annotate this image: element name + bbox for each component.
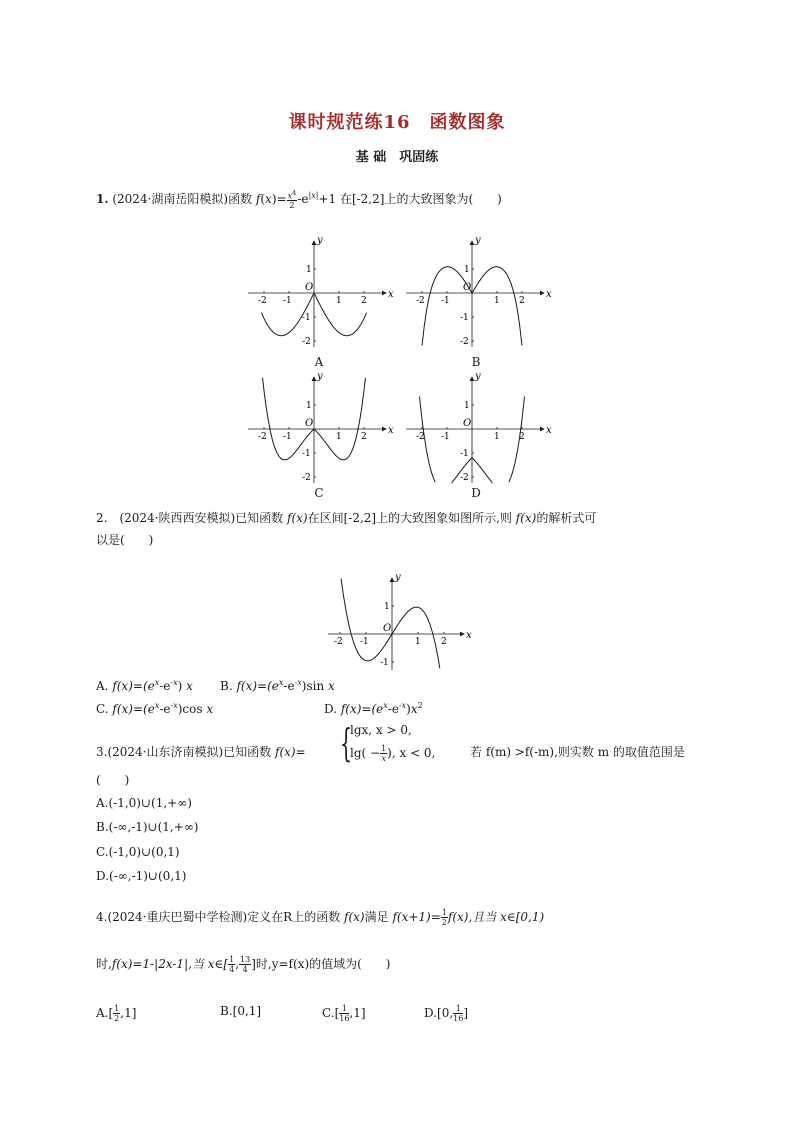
- y-tick-label: -2: [302, 337, 311, 347]
- y-axis-label: y: [317, 236, 323, 246]
- x-axis-label: x: [546, 289, 552, 300]
- definition: f(x)=1-|2x-1|,当: [111, 957, 204, 971]
- question-4-source: 4.(2024·重庆巴蜀中学检测)定义在R上的函数: [96, 910, 341, 924]
- case-2-prefix: lg( −: [350, 746, 381, 760]
- option-post: ]: [463, 1006, 469, 1020]
- minus-e: -e: [283, 679, 295, 693]
- y-axis-label: y: [317, 371, 323, 382]
- y-tick-label: -2: [302, 473, 311, 483]
- x-tick-label: 2: [519, 296, 525, 306]
- exponent: x: [278, 678, 284, 687]
- exponent: 4: [292, 188, 297, 197]
- question-2-text-end: 的解析式可: [536, 511, 597, 525]
- option-letter: B.: [220, 679, 233, 693]
- x-tick-label: 2: [361, 432, 367, 442]
- y-axis-label: y: [395, 574, 401, 583]
- x-axis-label: x: [466, 630, 472, 641]
- option-pre: [: [334, 1006, 340, 1020]
- question-2-option-d[interactable]: [324, 701, 423, 716]
- question-3-source: 3.(2024·山东济南模拟)已知函数: [96, 745, 272, 759]
- variable: x: [328, 679, 335, 693]
- question-4-option-b[interactable]: [220, 1004, 261, 1018]
- origin-label: O: [463, 282, 472, 293]
- function-name: f(x)=: [275, 745, 306, 759]
- option-text: (-∞,-1)∪(0,1): [109, 869, 187, 883]
- x-axis-label: x: [388, 289, 394, 300]
- option-letter: D.: [424, 1006, 438, 1020]
- function-name: f(x): [344, 910, 365, 924]
- option-expr: f(x)=(e: [112, 702, 155, 716]
- exponent: 2: [417, 701, 423, 710]
- fraction-x4-over-2: [287, 189, 298, 211]
- option-text: [0,1]: [232, 1004, 262, 1018]
- case-2-suffix: ), x < 0,: [387, 746, 436, 760]
- option-letter: C.: [96, 702, 109, 716]
- option-letter: C.: [96, 845, 109, 859]
- x-tick-label: 1: [336, 432, 342, 442]
- variable: x: [186, 679, 193, 693]
- question-4-text: 时,: [96, 957, 112, 971]
- section-subtitle: 基 础 巩固练: [355, 150, 439, 165]
- option-text: (-1,0)∪(0,1): [108, 845, 180, 859]
- option-tail: )cos: [177, 702, 203, 716]
- option-pre: [0,: [437, 1006, 454, 1020]
- question-4-option-a[interactable]: [96, 1004, 136, 1023]
- question-3-option-b[interactable]: [96, 820, 198, 834]
- function-name: f: [255, 192, 261, 206]
- numerator: x: [287, 191, 293, 201]
- x-tick-label: -1: [441, 432, 450, 442]
- option-letter: A.: [96, 1006, 109, 1020]
- question-1-number: 1.: [96, 192, 109, 206]
- question-1-source: (2024·湖南岳阳模拟)函数: [112, 192, 253, 206]
- option-expr: f(x)=(e: [340, 702, 384, 716]
- function-name: f(x): [515, 511, 537, 525]
- option-letter: B.: [220, 1004, 233, 1018]
- question-4-line1: [96, 908, 544, 927]
- x-tick-label: -1: [283, 296, 292, 306]
- question-4-tail: ]时,y=f(x)的值域为( ): [251, 957, 391, 971]
- exponent: -x: [170, 701, 178, 710]
- option-tail: )sin: [301, 679, 325, 693]
- origin-label: O: [383, 623, 392, 634]
- option-pre: [: [108, 1006, 114, 1020]
- condition: x∈[0,1): [500, 910, 545, 924]
- question-2-text: 在区间[-2,2]上的大致图象如图所示,则: [307, 511, 512, 525]
- variable: x: [410, 702, 418, 716]
- option-post: ,1]: [349, 1006, 366, 1020]
- question-3-tail: 若 f(m) >f(-m),则实数 m 的取值范围是: [470, 745, 685, 759]
- question-3-head: [96, 744, 306, 760]
- x-tick-label: 1: [494, 296, 500, 306]
- question-2-stem-line1: [96, 510, 596, 526]
- x-tick-label: -1: [360, 637, 369, 647]
- option-letter: A.: [96, 679, 109, 693]
- question-2-option-b[interactable]: [220, 678, 335, 693]
- piecewise-case-2: [350, 744, 435, 763]
- minus-e: -e: [159, 679, 171, 693]
- y-tick-label: -1: [460, 313, 469, 323]
- origin-label: O: [463, 418, 472, 429]
- y-tick-label: -1: [302, 313, 311, 323]
- question-4-text: 满足: [364, 910, 389, 924]
- equation-tail: f(x),且当: [447, 910, 497, 924]
- denominator: 4: [242, 965, 248, 974]
- graph-label-a: A: [314, 355, 324, 369]
- question-2-graph: [326, 574, 474, 674]
- x-tick-label: 2: [441, 637, 447, 647]
- variable: x: [265, 192, 272, 206]
- y-tick-label: 1: [464, 265, 470, 275]
- x-tick-label: -2: [416, 432, 425, 442]
- question-2-stem-line2: 以是( ): [96, 533, 154, 547]
- variable: x: [206, 702, 214, 716]
- x-tick-label: -2: [258, 296, 267, 306]
- exponent: -x: [294, 678, 302, 687]
- y-axis-label: y: [475, 236, 481, 246]
- y-tick-label: -1: [460, 449, 469, 459]
- option-letter: C.: [322, 1006, 335, 1020]
- graph-label-b: B: [471, 355, 481, 369]
- y-tick-label: 1: [384, 602, 390, 612]
- denominator: 2: [114, 1014, 120, 1023]
- page-title: 课时规范练16 函数图象: [288, 112, 506, 133]
- abs-exponent: |x|: [308, 191, 319, 200]
- option-letter: D.: [96, 869, 110, 883]
- equation: f(x+1)=: [392, 910, 441, 924]
- denominator: 2: [289, 201, 295, 211]
- question-2-option-c[interactable]: [96, 701, 213, 716]
- option-expr: f(x)=(e: [112, 679, 155, 693]
- question-4-option-d[interactable]: [424, 1004, 468, 1023]
- option-post: ,1]: [120, 1006, 137, 1020]
- graph-c: [248, 371, 394, 483]
- question-2-option-a[interactable]: [96, 678, 193, 693]
- numerator: 1: [381, 744, 387, 753]
- x-tick-label: 2: [361, 296, 367, 306]
- exponent: -x: [170, 678, 178, 687]
- fraction-1-over-4: [228, 955, 235, 974]
- minus-e: -e: [159, 702, 171, 716]
- y-tick-label: 1: [306, 265, 312, 275]
- denominator: x: [381, 754, 386, 763]
- origin-label: O: [305, 282, 314, 293]
- denominator: 4: [229, 965, 235, 974]
- x-axis-label: x: [388, 425, 394, 436]
- plus-one: +1: [318, 192, 337, 206]
- question-1-tail: 在[-2,2]上的大致图象为( ): [339, 192, 502, 206]
- numerator: 1: [441, 908, 447, 917]
- fraction-1-over-2: [441, 908, 448, 927]
- x-tick-label: 1: [415, 637, 421, 647]
- numerator: 1: [229, 955, 235, 964]
- fraction: [453, 1004, 463, 1023]
- x-axis-label: x: [546, 425, 552, 436]
- x-tick-label: 1: [494, 432, 500, 442]
- x-tick-label: -1: [441, 296, 450, 306]
- interval-start: x∈[: [207, 957, 229, 971]
- question-4-option-c[interactable]: [322, 1004, 366, 1023]
- option-text: (-1,0)∪(1,+∞): [108, 796, 192, 810]
- question-1-graphs: [240, 236, 560, 502]
- graph-q2: [328, 574, 472, 670]
- exponent: x: [154, 678, 160, 687]
- graph-a: [248, 236, 394, 347]
- y-axis-label: y: [475, 371, 481, 382]
- graph-b: [406, 236, 552, 347]
- numerator: 1: [339, 1004, 349, 1014]
- denominator: 2: [441, 918, 447, 927]
- x-tick-label: 2: [519, 432, 525, 442]
- fraction-13-over-4: [239, 955, 251, 974]
- graph-label-d: D: [471, 486, 481, 500]
- exponent: x: [383, 701, 388, 710]
- option-letter: D.: [324, 702, 338, 716]
- question-3-option-a[interactable]: [96, 796, 192, 810]
- piecewise-case-1: lgx, x > 0,: [350, 723, 412, 737]
- question-3-option-d[interactable]: [96, 869, 186, 883]
- x-tick-label: -2: [334, 637, 343, 647]
- numerator: 13: [240, 955, 251, 964]
- y-tick-label: 1: [464, 401, 470, 411]
- exponent: x: [154, 701, 160, 710]
- question-2-source: 2. (2024·陕西西安模拟)已知函数: [96, 511, 284, 525]
- option-tail: ): [406, 702, 411, 716]
- y-tick-label: 1: [306, 401, 312, 411]
- numerator: 1: [114, 1004, 120, 1013]
- y-tick-label: -1: [302, 449, 311, 459]
- option-expr: f(x)=(e: [236, 679, 279, 693]
- option-text: (-∞,-1)∪(1,+∞): [108, 820, 199, 834]
- question-4-line2: 时,f(x)=1-|2x-1|,当 x∈[ $\frac{1}{4}$ , $\frac{13}{4}$ ]时,y=f(x)的值域为( ): [96, 955, 391, 974]
- y-tick-label: -1: [380, 658, 389, 668]
- exponent: -x: [398, 701, 407, 710]
- question-3-option-c[interactable]: [96, 845, 180, 859]
- question-3-paren: ( ): [96, 773, 130, 787]
- y-tick-label: -2: [460, 337, 469, 347]
- graph-d: [406, 371, 552, 483]
- numerator: 1: [453, 1004, 463, 1014]
- denominator: 16: [339, 1014, 350, 1023]
- graph-label-c: C: [314, 486, 324, 500]
- y-tick-label: -2: [460, 473, 469, 483]
- denominator: 16: [453, 1014, 464, 1023]
- option-letter: A.: [96, 796, 109, 810]
- fraction: [339, 1004, 349, 1023]
- question-1-stem: 1. (2024·湖南岳阳模拟)函数 f(x)= $\frac{x^4}{2}$ $-e^{|x|}+1$ 在[-2,2]上的大致图象为( ): [96, 188, 502, 211]
- x-tick-label: -1: [283, 432, 292, 442]
- x-tick-label: -2: [416, 296, 425, 306]
- function-name: f(x): [287, 511, 308, 525]
- piecewise-brace: {: [340, 721, 353, 765]
- x-tick-label: -2: [258, 432, 267, 442]
- option-tail: ): [177, 679, 183, 693]
- minus-e: -e: [297, 192, 309, 206]
- origin-label: O: [305, 418, 314, 429]
- x-tick-label: 1: [336, 296, 342, 306]
- option-letter: B.: [96, 820, 109, 834]
- minus-e: -e: [387, 702, 399, 716]
